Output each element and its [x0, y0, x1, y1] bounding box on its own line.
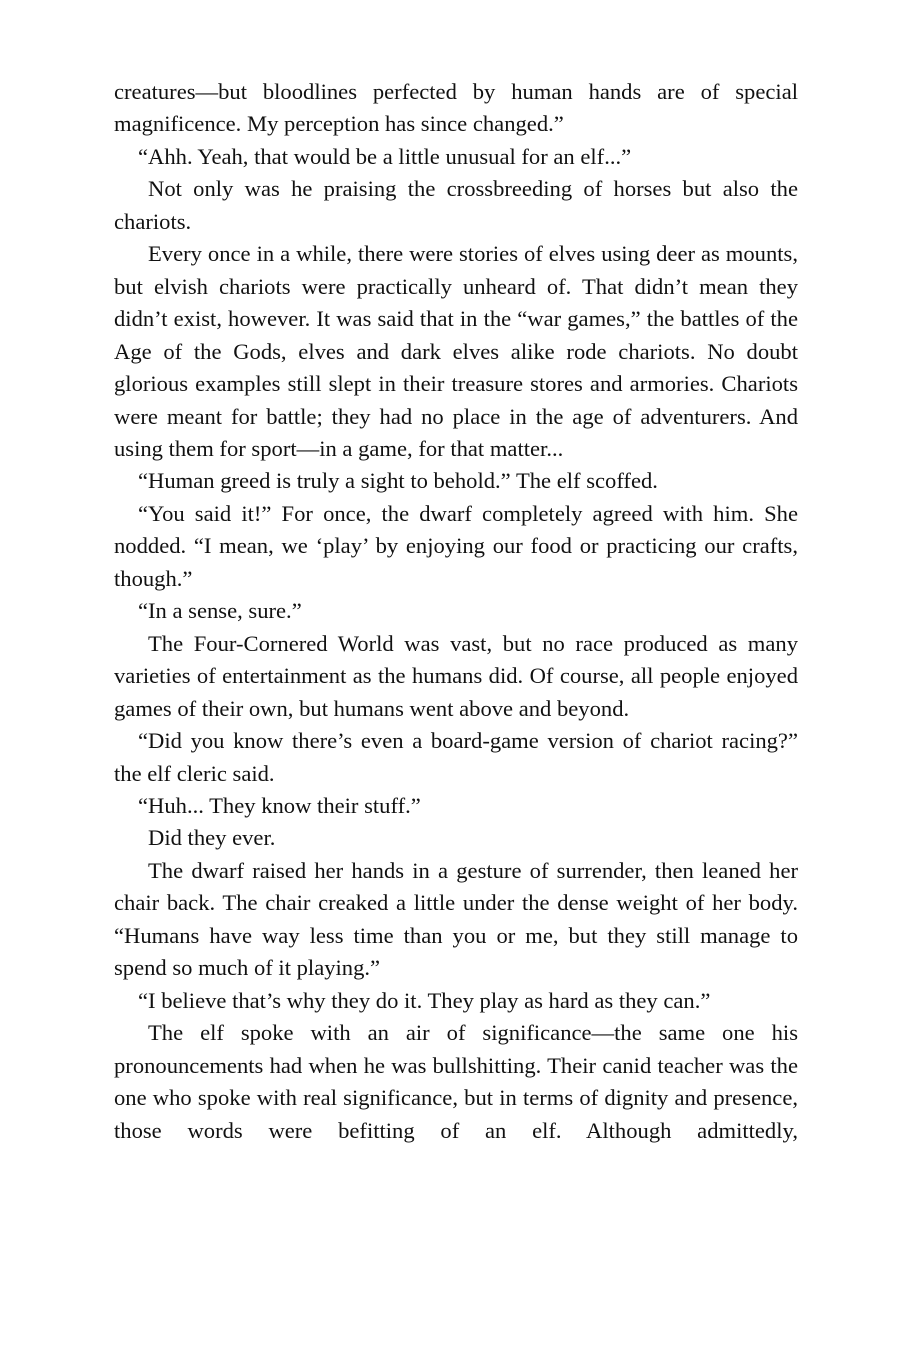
paragraph: Not only was he praising the crossbreeding of horses but also the chariots.: [114, 176, 798, 234]
paragraph: “Ahh. Yeah, that would be a little unusual for an elf...”: [138, 143, 632, 169]
paragraph: The Four-Cornered World was vast, but no race produced as many varieties of entertainment as the humans did. Of course, all people enjoyed games of their own, but humans went above and beyond.: [114, 630, 798, 721]
paragraph: “Human greed is truly a sight to behold.” The elf scoffed.: [138, 468, 658, 494]
paragraph: The dwarf raised her hands in a gesture of surrender, then leaned her chair back. The chair creaked a little under the dense weight of her body. “Humans have way less time than you or me, but they still manage to spend so much of it playing.”: [114, 857, 798, 981]
paragraph: “In a sense, sure.”: [138, 598, 302, 624]
paragraph: Did they ever.: [148, 825, 276, 851]
paragraph: “I believe that’s why they do it. They play as hard as they can.”: [138, 987, 711, 1013]
paragraph: The elf spoke with an air of significance—the same one his pronouncements had when he was bullshitting. Their canid teacher was the one who spoke with real significance, but in terms of dignity and presence, those words were befitting of an elf. Although admittedly,: [114, 1020, 798, 1143]
paragraph: creatures—but bloodlines perfected by human hands are of special magnificence. My perception has since changed.”: [114, 79, 798, 137]
paragraph: Every once in a while, there were stories of elves using deer as mounts, but elvish chariots were practically unheard of. That didn’t mean they didn’t exist, however. It was said that in the “war games,” the battles of the Age of the Gods, elves and dark elves alike rode chariots. No doubt glorious examples still slept in their treasure stores and armories. Chariots were meant for battle; they had no place in the age of adventurers. And using them for sport—in a game, for that matter...: [114, 241, 798, 461]
paragraph: “Did you know there’s even a board-game version of chariot racing?” the elf cleric said.: [114, 728, 798, 786]
paragraph: “Huh... They know their stuff.”: [138, 792, 421, 818]
page-body: [114, 76, 798, 1147]
paragraph: “You said it!” For once, the dwarf completely agreed with him. She nodded. “I mean, we ‘play’ by enjoying our food or practicing our crafts, though.”: [114, 500, 798, 591]
